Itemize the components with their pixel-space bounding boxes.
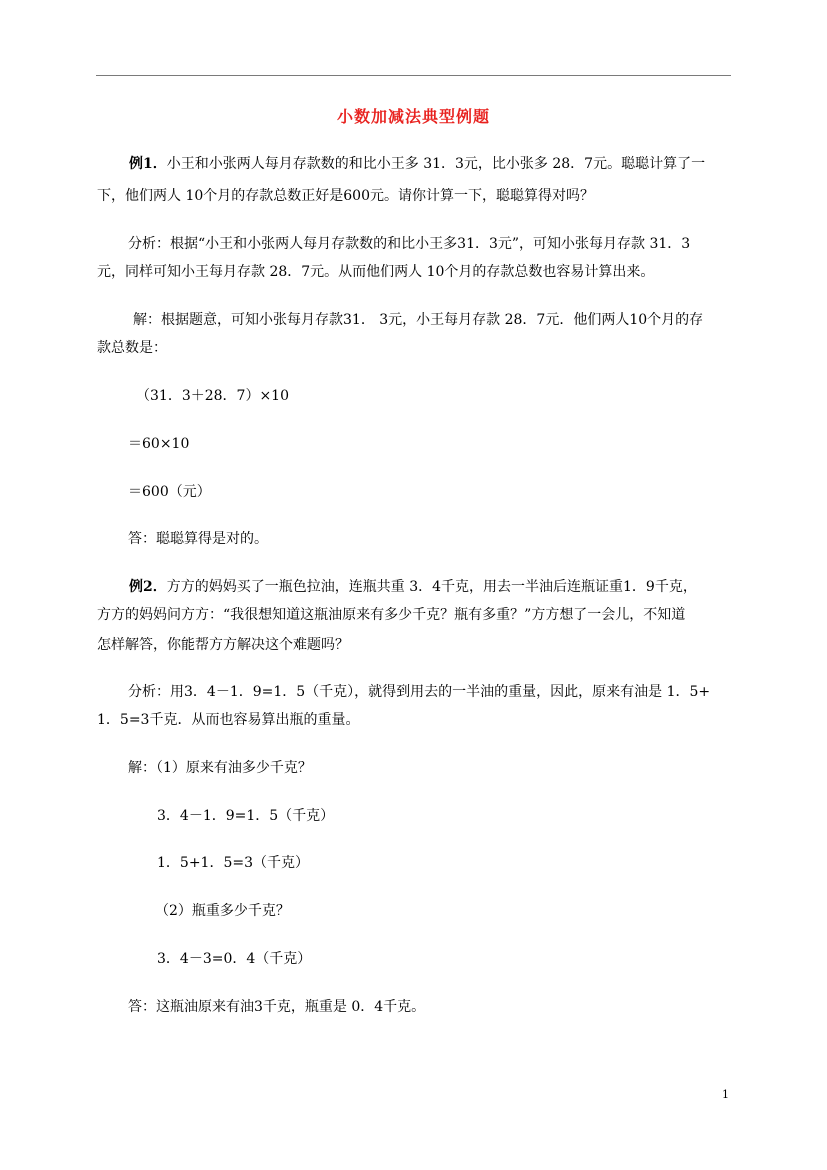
example1-calc2: ＝60×10 [128, 436, 190, 452]
example2-analysis-line1: 分析：用3．4－1．9=1．5（千克），就得到用去的一半油的重量，因此，原来有油是 1．5+ [128, 684, 711, 700]
example2-solution-intro: 解：（1）原来有油多少千克？ [128, 760, 312, 776]
example2-calc3: 3．4－3=0．4（千克） [157, 951, 312, 967]
example1-problem-text1: 小王和小张两人每月存款数的和比小王多 31．3元，比小张多 28．7元。聪聪计算了一 [166, 156, 706, 172]
example1-label: 例1． [129, 156, 167, 172]
example1-analysis-line1: 分析：根据“小王和小张两人每月存款数的和比小王多31．3元”，可知小张每月存款 31．3 [128, 236, 691, 252]
example2-analysis-line2: 1．5=3千克．从而也容易算出瓶的重量。 [97, 712, 360, 728]
example1-answer: 答：聪聪算得是对的。 [128, 531, 268, 547]
example2-label: 例2． [129, 579, 167, 595]
example2-problem-line1 [129, 578, 697, 596]
example2-problem-line2: 方方的妈妈问方方：“我很想知道这瓶油原来有多少千克？瓶有多重？”方方想了一会儿，不知道 [97, 607, 686, 623]
example2-problem-line3: 怎样解答，你能帮方方解决这个难题吗？ [97, 637, 349, 653]
example1-calc3: ＝600（元） [128, 484, 211, 500]
page-number: 1 [722, 1088, 729, 1101]
example1-solution-line1: 解：根据题意，可知小张每月存款31． 3元，小王每月存款 28．7元．他们两人10个月的存 [133, 312, 704, 328]
example2-calc2: 1．5+1．5=3（千克） [157, 855, 309, 871]
example1-problem-line2: 下，他们两人 10个月的存款总数正好是600元。请你计算一下，聪聪算得对吗？ [97, 188, 594, 204]
example1-problem-line1 [129, 155, 705, 173]
document-title: 小数加减法典型例题 [336, 107, 490, 126]
example1-calc1: （31．3＋28．7）×10 [136, 388, 289, 404]
example1-solution-line2: 款总数是： [97, 340, 167, 356]
example2-calc1: 3．4－1．9=1．5（千克） [157, 808, 335, 824]
example2-step2: （2）瓶重多少千克？ [155, 903, 290, 919]
example1-analysis-line2: 元，同样可知小王每月存款 28．7元。从而他们两人 10个月的存款总数也容易计算出来。 [97, 264, 655, 280]
header-rule [96, 75, 731, 76]
example2-problem-text1: 方方的妈妈买了一瓶色拉油，连瓶共重 3．4千克，用去一半油后连瓶证重1．9千克， [166, 579, 697, 595]
example2-answer: 答：这瓶油原来有油3千克，瓶重是 0．4千克。 [128, 999, 426, 1015]
